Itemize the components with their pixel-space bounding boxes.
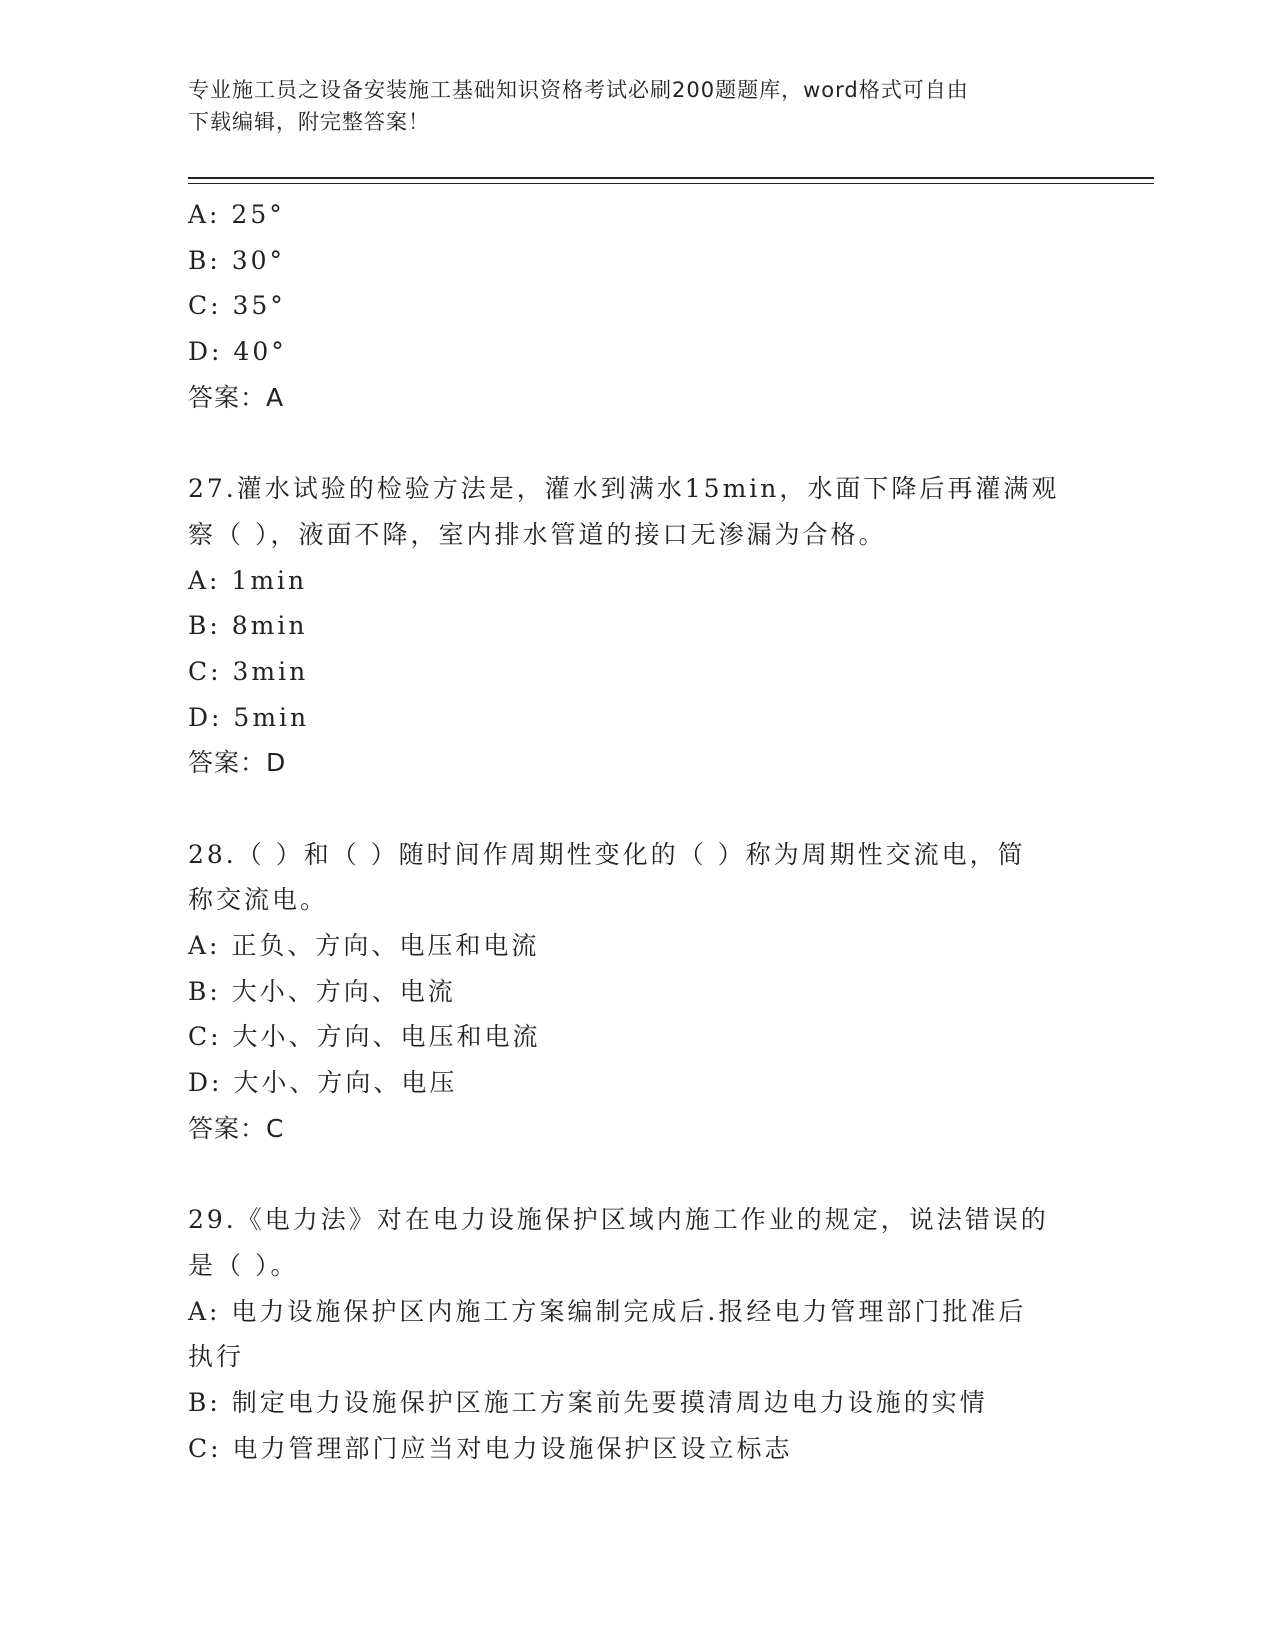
option-a-line-1: A: 电力设施保护区内施工方案编制完成后.报经电力管理部门批准后 <box>188 1296 1027 1326</box>
option-a: A: 正负、方向、电压和电流 <box>188 931 540 960</box>
question-26 <box>188 192 1088 420</box>
question-28 <box>188 832 1088 1152</box>
option-c: C: 35° <box>188 291 286 321</box>
question-29 <box>188 1197 1088 1471</box>
answer: 答案：C <box>188 1113 285 1143</box>
spacer <box>188 1151 1088 1197</box>
spacer <box>188 786 1088 832</box>
option-c: C: 大小、方向、电压和电流 <box>188 1022 541 1052</box>
option-b: B: 30° <box>188 245 286 275</box>
question-stem-line-2: 是（ ）。 <box>188 1250 299 1280</box>
question-stem-line-2: 察（ ），液面不降，室内排水管道的接口无渗漏为合格。 <box>188 519 887 549</box>
answer: 答案：D <box>188 748 287 778</box>
option-c: C: 3min <box>188 656 309 686</box>
option-d: D: 40° <box>188 337 287 367</box>
option-d: D: 大小、方向、电压 <box>188 1068 458 1098</box>
question-stem-line-1: 29.《电力法》对在电力设施保护区域内施工作业的规定，说法错误的 <box>188 1205 1049 1235</box>
option-a: A: 1min <box>188 565 308 595</box>
question-27 <box>188 466 1088 786</box>
header-rule-thin <box>188 183 1154 184</box>
option-c: C: 电力管理部门应当对电力设施保护区设立标志 <box>188 1433 793 1463</box>
question-stem-line-1: 28.（ ）和（ ）随时间作周期性变化的（ ）称为周期性交流电，简 <box>188 839 1026 869</box>
header-line-1: 专业施工员之设备安装施工基础知识资格考试必刷200题题库，word格式可自由 <box>188 78 969 102</box>
question-stem-line-2: 称交流电。 <box>188 885 329 915</box>
question-list <box>188 192 1088 1471</box>
option-b: B: 制定电力设施保护区施工方案前先要摸清周边电力设施的实情 <box>188 1387 988 1417</box>
header-rule-thick <box>188 177 1154 179</box>
spacer <box>188 420 1088 466</box>
header-line-2: 下载编辑，附完整答案！ <box>188 110 430 134</box>
option-a-line-2: 执行 <box>188 1342 245 1372</box>
answer: 答案：A <box>188 382 285 412</box>
option-d: D: 5min <box>188 702 310 732</box>
option-a: A: 25° <box>188 200 285 229</box>
option-b: B: 8min <box>188 611 308 641</box>
option-b: B: 大小、方向、电流 <box>188 976 456 1006</box>
page-header <box>188 74 1078 138</box>
question-stem-line-1: 27.灌水试验的检验方法是，灌水到满水15min，水面下降后再灌满观 <box>188 474 1060 504</box>
